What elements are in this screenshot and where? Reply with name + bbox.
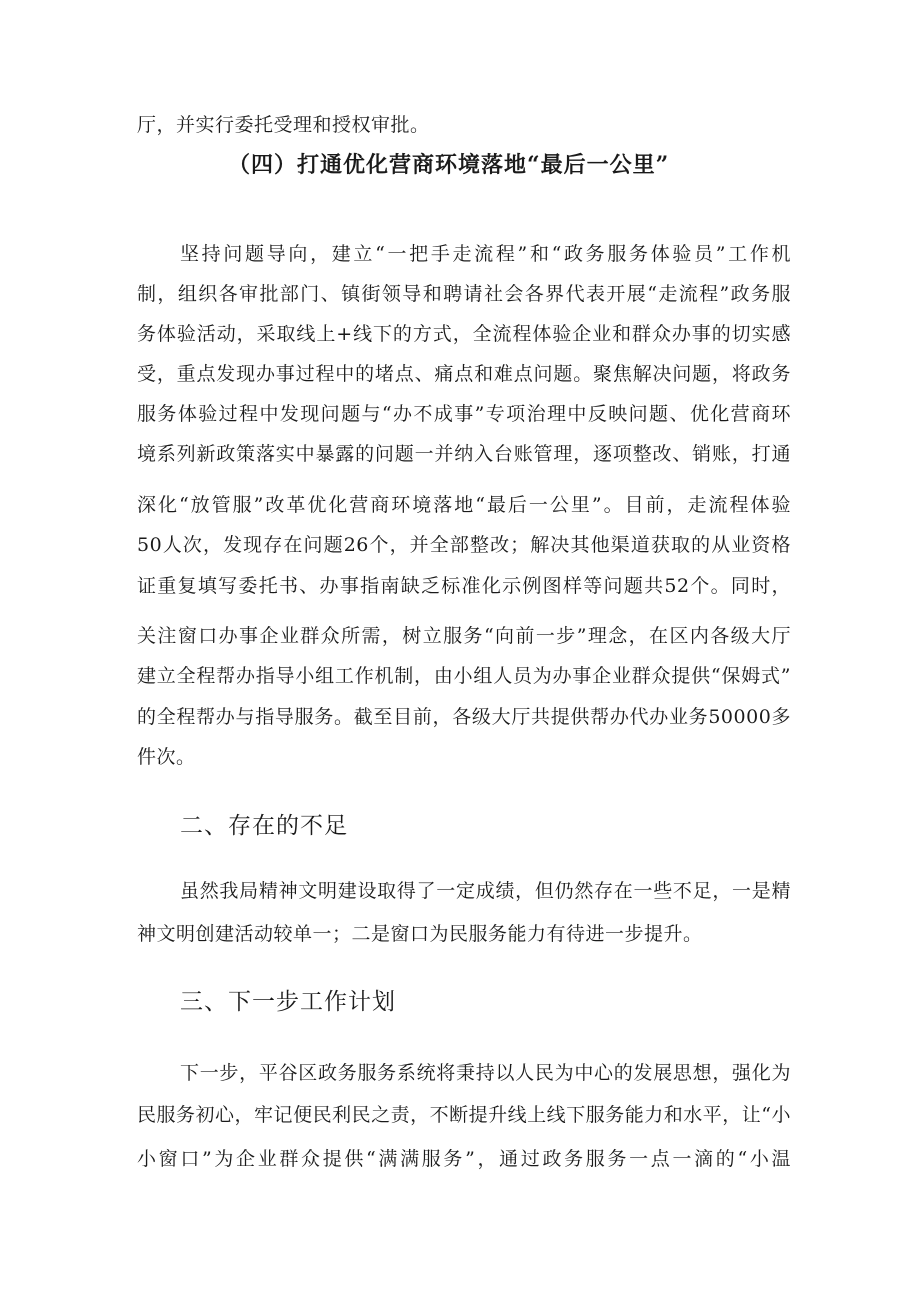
paragraph-line: 的全程帮办与指导服务。截至目前，各级大厅共提供帮办代办业务50000多 [137, 706, 791, 728]
paragraph-line: 建立全程帮办指导小组工作机制，由小组人员为办事企业群众提供“保姆式” [137, 665, 791, 687]
paragraph-line: 境系列新政策落实中暴露的问题一并纳入台账管理，逐项整改、销账，打通 [137, 443, 791, 465]
paragraph-line: 关注窗口办事企业群众所需，树立服务“向前一步”理念，在区内各级大厅 [137, 625, 791, 647]
paragraph-line: 务体验活动，采取线上+线下的方式，全流程体验企业和群众办事的切实感 [137, 323, 791, 345]
paragraph-line: 件次。 [137, 746, 196, 768]
paragraph-line: 证重复填写委托书、办事指南缺乏标准化示例图样等问题共52个。同时， [137, 575, 791, 597]
paragraph-line: 神文明创建活动较单一；二是窗口为民服务能力有待进一步提升。 [137, 923, 703, 945]
paragraph-line: 下一步，平谷区政务服务系统将秉持以人民为中心的发展思想，强化为 [180, 1062, 791, 1084]
paragraph-line: 50人次，发现存在问题26个，并全部整改；解决其他渠道获取的从业资格 [137, 534, 791, 556]
paragraph-line: 深化“放管服”改革优化营商环境落地“最后一公里”。目前，走流程体验 [137, 494, 791, 516]
section-3-title: 三、下一步工作计划 [180, 989, 396, 1015]
paragraph-line: 服务体验过程中发现问题与“办不成事”专项治理中反映问题、优化营商环 [137, 403, 791, 425]
paragraph-line: 制，组织各审批部门、镇街领导和聘请社会各界代表开展“走流程”政务服 [137, 283, 791, 305]
section-2-title: 二、存在的不足 [180, 813, 348, 839]
paragraph-line: 虽然我局精神文明建设取得了一定成绩，但仍然存在一些不足，一是精 [180, 880, 791, 902]
paragraph-line: 小窗口”为企业群众提供“满满服务”，通过政务服务一点一滴的“小温 [137, 1148, 791, 1170]
continuation-line: 厅，并实行委托受理和授权审批。 [137, 114, 430, 136]
subsection-title: （四）打通优化营商环境落地“最后一公里” [228, 152, 670, 178]
paragraph-line: 坚持问题导向，建立“一把手走流程”和“政务服务体验员”工作机 [180, 243, 791, 265]
paragraph-line: 民服务初心，牢记便民利民之责，不断提升线上线下服务能力和水平，让“小 [137, 1104, 791, 1126]
paragraph-line: 受，重点发现办事过程中的堵点、痛点和难点问题。聚焦解决问题，将政务 [137, 363, 791, 385]
